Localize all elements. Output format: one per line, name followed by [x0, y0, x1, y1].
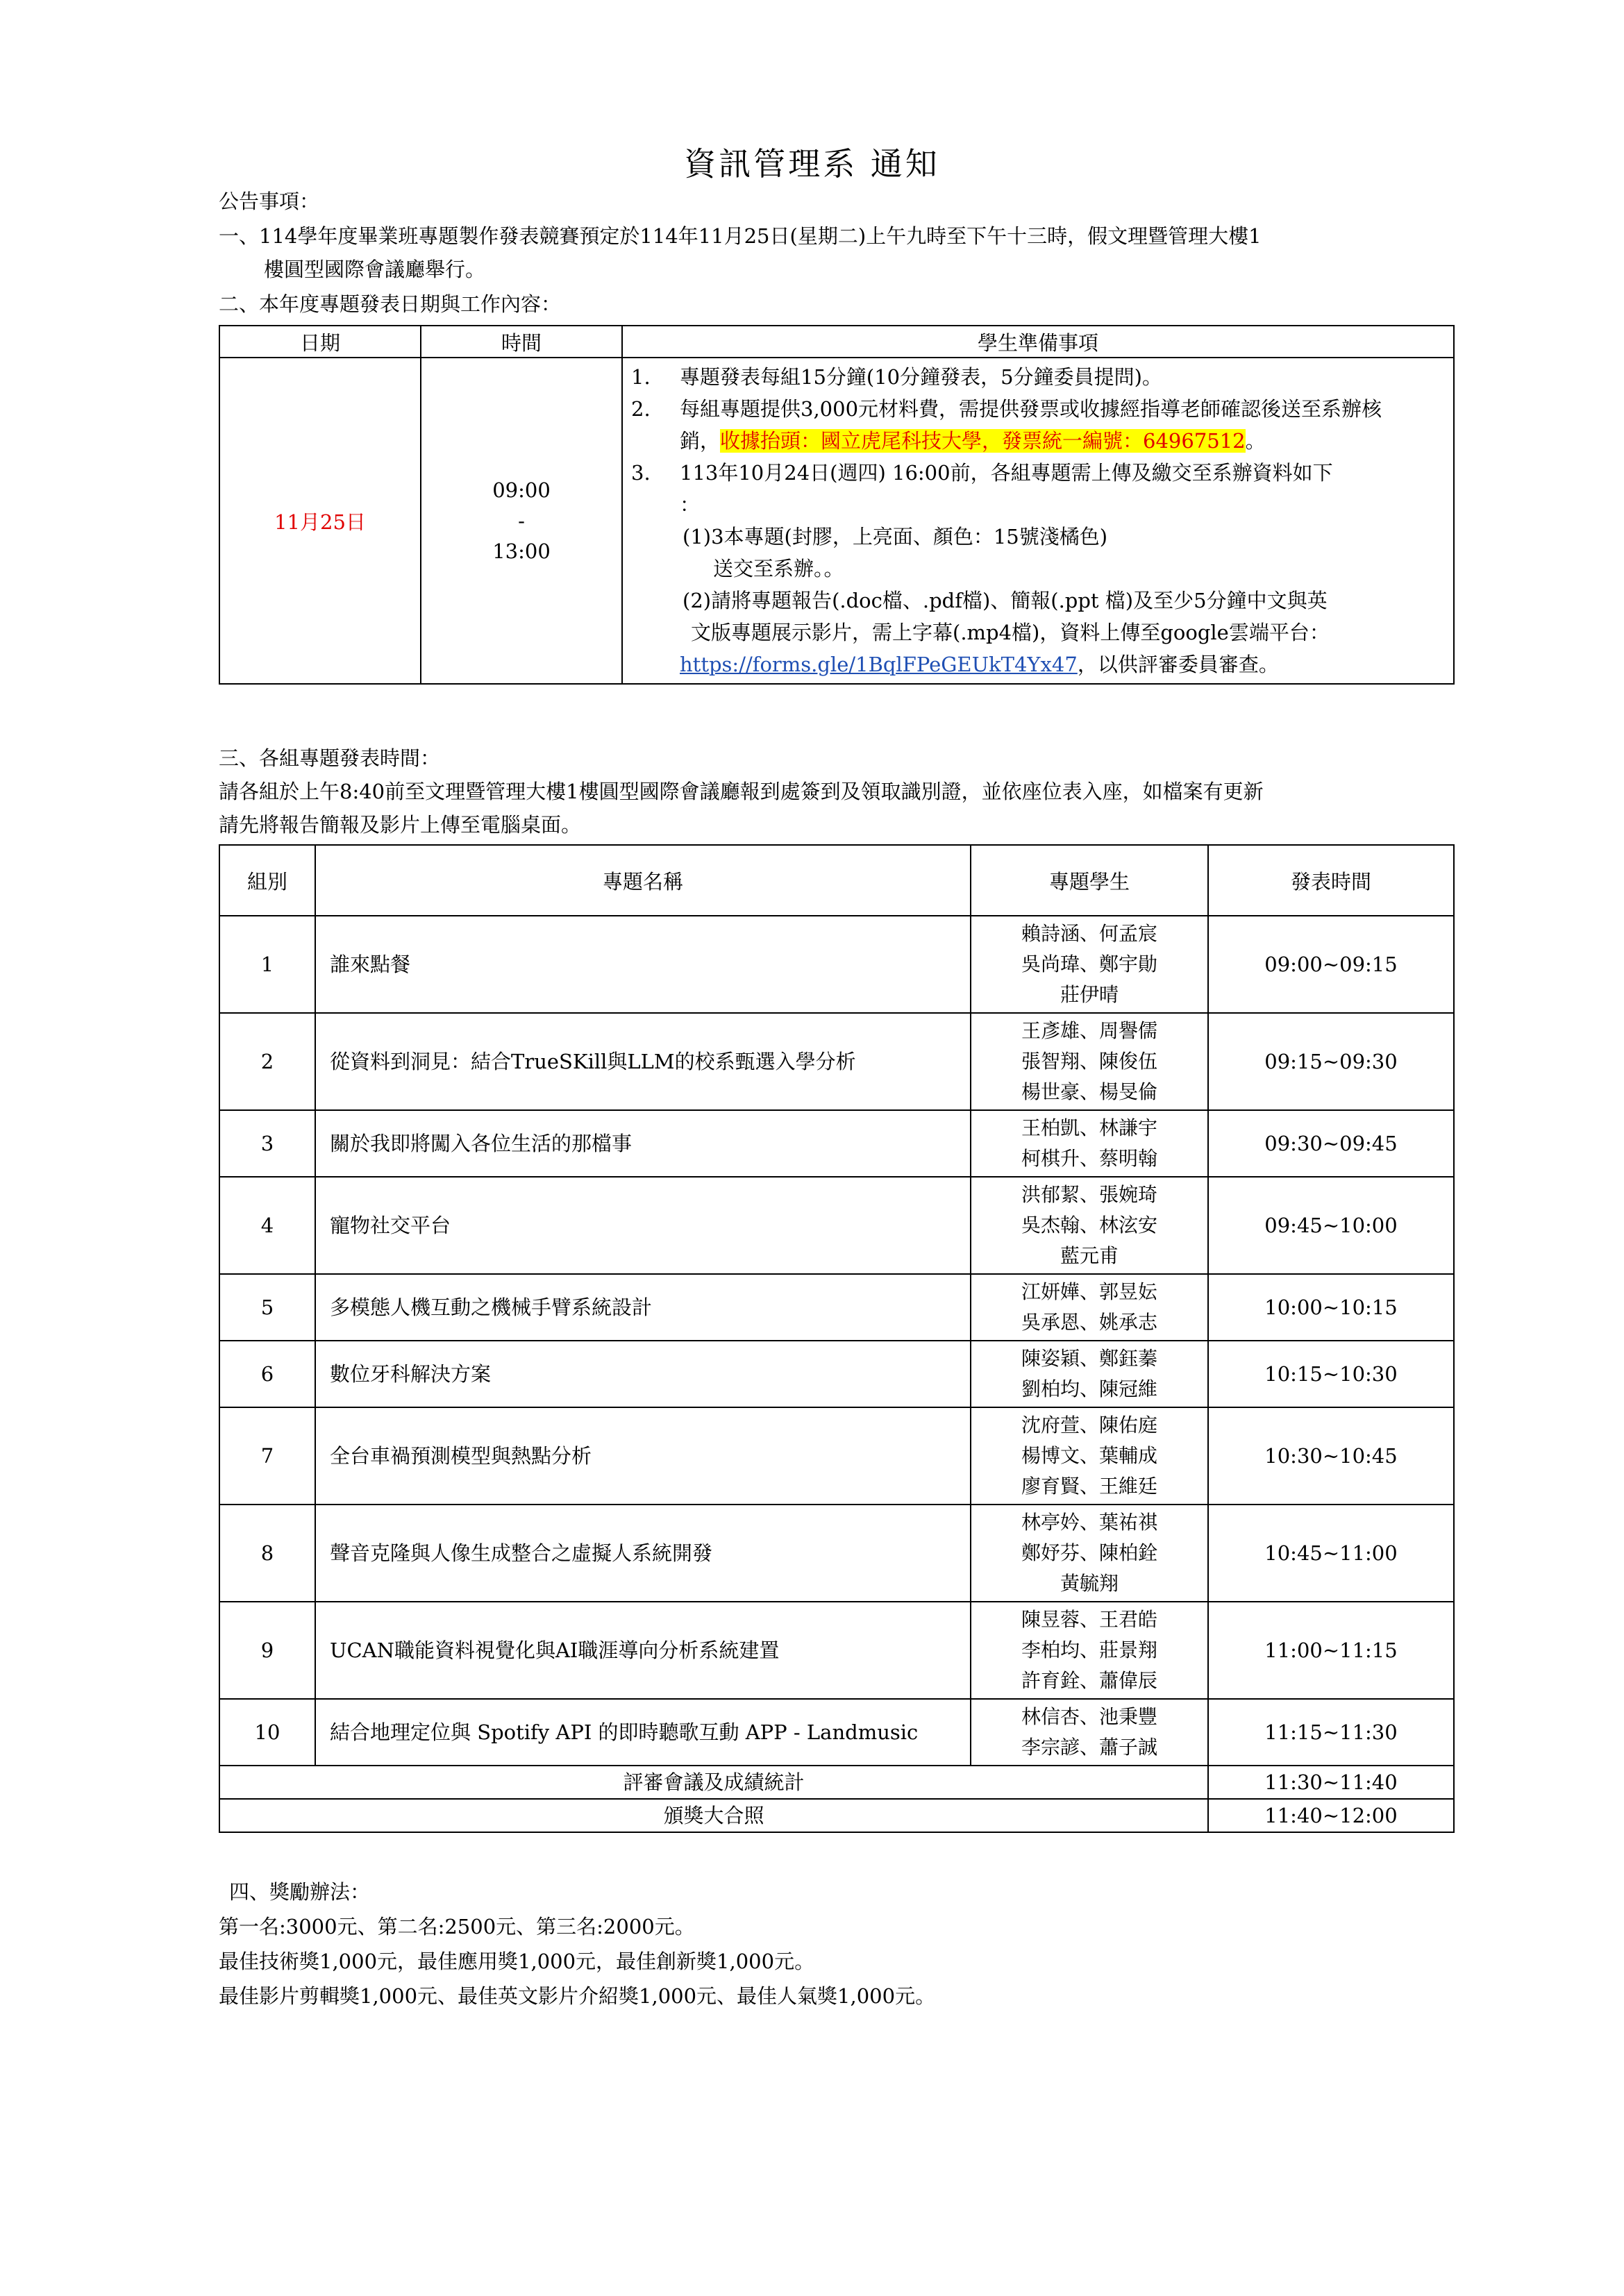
present-time: 09:30~09:45 — [1208, 1110, 1454, 1177]
header-project-name: 專題名稱 — [315, 845, 971, 916]
table-row — [219, 1699, 1454, 1766]
project-students — [971, 1341, 1208, 1407]
project-name: 全台車禍預測模型與熱點分析 — [315, 1407, 971, 1505]
student-line: 吳承恩、姚承志 — [1021, 1311, 1157, 1334]
student-line: 王柏凱、林謙宇 — [1021, 1116, 1157, 1139]
section4-line2: 最佳技術獎1,000元，最佳應用獎1,000元，最佳創新獎1,000元。 — [219, 1950, 815, 1973]
group-number: 5 — [219, 1274, 315, 1341]
group-number: 9 — [219, 1602, 315, 1699]
group-number: 2 — [219, 1013, 315, 1110]
student-line: 吳尚瑋、鄭宇勛 — [1021, 953, 1157, 975]
prep-num-2: 2. — [631, 397, 651, 421]
prep-num-3: 3. — [631, 461, 651, 485]
table-row — [219, 1110, 1454, 1177]
project-students — [971, 1110, 1208, 1177]
schedule-date: 11月25日 — [219, 358, 421, 684]
student-line: 張智翔、陳俊伍 — [1021, 1050, 1157, 1073]
present-time: 11:15~11:30 — [1208, 1699, 1454, 1766]
section4-heading: 四、獎勵辦法： — [229, 1880, 371, 1904]
student-line: 許育銓、蕭偉辰 — [1021, 1669, 1157, 1692]
schedule-header-row — [219, 326, 1454, 358]
group-number: 6 — [219, 1341, 315, 1407]
student-line: 莊伊晴 — [1060, 983, 1119, 1006]
present-time: 09:15~09:30 — [1208, 1013, 1454, 1110]
student-line: 洪郁絜、張婉琦 — [1021, 1183, 1157, 1206]
present-time: 10:00~10:15 — [1208, 1274, 1454, 1341]
group-number: 7 — [219, 1407, 315, 1505]
prep-link-post: ，以供評審委員審查。 — [1077, 653, 1279, 676]
page-title: 資訊管理系 通知 — [684, 145, 940, 183]
student-line: 藍元甫 — [1060, 1244, 1119, 1267]
project-name: 誰來點餐 — [315, 916, 971, 1013]
prep-text-2-post: 。 — [1245, 429, 1266, 453]
project-students — [971, 1699, 1208, 1766]
time-start: 09:00 — [492, 478, 551, 502]
award-row — [219, 1799, 1454, 1832]
prep-items — [622, 358, 1454, 684]
group-number: 8 — [219, 1505, 315, 1602]
project-name: 多模態人機互動之機械手臂系統設計 — [315, 1274, 971, 1341]
announcement-item2: 二、本年度專題發表日期與工作內容： — [219, 292, 562, 316]
project-name: 結合地理定位與 Spotify API 的即時聽歌互動 APP - Landmusic — [315, 1699, 971, 1766]
prep-item-3 — [631, 457, 1446, 489]
receipt-highlight: 收據抬頭：國立虎尾科技大學，發票統一編號：64967512 — [720, 429, 1246, 453]
student-line: 李宗諺、蕭子誠 — [1021, 1736, 1157, 1759]
section3-line1: 請各組於上午8:40前至文理暨管理大樓1樓圓型國際會議廳報到處簽到及領取識別證，並依座位表入座，如檔案有更新 — [219, 780, 1264, 803]
project-students — [971, 1407, 1208, 1505]
student-line: 劉柏均、陳冠維 — [1021, 1377, 1157, 1400]
header-date: 日期 — [219, 326, 421, 358]
student-line: 賴詩涵、何孟宸 — [1021, 922, 1157, 945]
header-group-no: 組別 — [219, 845, 315, 916]
table-row — [219, 1013, 1454, 1110]
present-time: 10:15~10:30 — [1208, 1341, 1454, 1407]
section3-heading: 三、各組專題發表時間： — [219, 746, 441, 770]
project-students — [971, 916, 1208, 1013]
table-row — [219, 1177, 1454, 1274]
review-row — [219, 1766, 1454, 1799]
student-line: 陳姿穎、鄭鈺蓁 — [1021, 1347, 1157, 1370]
schedule-time — [421, 358, 622, 684]
prep-item-2-cont — [631, 425, 1446, 457]
prep-num-1: 1. — [631, 365, 651, 389]
time-end: 13:00 — [492, 539, 551, 563]
project-name: 寵物社交平台 — [315, 1177, 971, 1274]
schedule-table — [219, 325, 1455, 685]
time-dash: - — [518, 509, 525, 533]
student-line: 林亭妗、葉祐祺 — [1021, 1511, 1157, 1534]
student-line: 江妍嬅、郭昱妘 — [1021, 1280, 1157, 1303]
student-line: 黃毓翔 — [1060, 1572, 1119, 1595]
section4-line3: 最佳影片剪輯獎1,000元、最佳英文影片介紹獎1,000元、最佳人氣獎1,000元。 — [219, 1984, 936, 2008]
prep-text-1: 專題發表每組15分鐘(10分鐘發表，5分鐘委員提問)。 — [680, 365, 1162, 389]
group-number: 10 — [219, 1699, 315, 1766]
project-name: UCAN職能資料視覺化與AI職涯導向分析系統建置 — [315, 1602, 971, 1699]
student-line: 林信杏、池秉豐 — [1021, 1705, 1157, 1728]
project-name: 聲音克隆與人像生成整合之虛擬人系統開發 — [315, 1505, 971, 1602]
prep-text-3-line1: 113年10月24日(週四) 16:00前，各組專題需上傳及繳交至系辦資料如下 — [680, 461, 1333, 485]
table-row — [219, 1341, 1454, 1407]
prep-item-1 — [631, 361, 1446, 393]
student-line: 陳昱蓉、王君皓 — [1021, 1608, 1157, 1631]
award-label: 頒獎大合照 — [219, 1799, 1208, 1832]
prep-text-3-line2: ： — [680, 493, 701, 517]
header-time: 時間 — [421, 326, 622, 358]
prep-sub2-line1: (2)請將專題報告(.doc檔、.pdf檔)、簡報(.ppt 檔)及至少5分鐘中文與英 — [683, 589, 1328, 612]
header-present-time: 發表時間 — [1208, 845, 1454, 916]
prep-text-2-pre: 銷， — [680, 429, 721, 453]
table-row — [219, 1274, 1454, 1341]
project-students — [971, 1602, 1208, 1699]
prep-text-2-line1: 每組專題提供3,000元材料費，需提供發票或收據經指導老師確認後送至系辦核 — [680, 397, 1382, 421]
project-students — [971, 1505, 1208, 1602]
award-time: 11:40~12:00 — [1208, 1799, 1454, 1832]
announcement-heading: 公告事項： — [219, 190, 320, 213]
table-row — [219, 916, 1454, 1013]
review-time: 11:30~11:40 — [1208, 1766, 1454, 1799]
student-line: 王彥雄、周譽儒 — [1021, 1019, 1157, 1042]
student-line: 沈府萱、陳佑庭 — [1021, 1414, 1157, 1436]
student-line: 楊博文、葉輔成 — [1021, 1444, 1157, 1467]
project-students — [971, 1013, 1208, 1110]
student-line: 吳杰翰、林泫安 — [1021, 1214, 1157, 1237]
student-line: 楊世豪、楊旻倫 — [1021, 1080, 1157, 1103]
student-line: 鄭妤芬、陳柏銓 — [1021, 1541, 1157, 1564]
group-number: 4 — [219, 1177, 315, 1274]
header-students: 專題學生 — [971, 845, 1208, 916]
group-number: 3 — [219, 1110, 315, 1177]
present-time: 10:30~10:45 — [1208, 1407, 1454, 1505]
project-name: 數位牙科解決方案 — [315, 1341, 971, 1407]
table-row — [219, 1505, 1454, 1602]
prep-sub1-line2: 送交至系辦。。 — [713, 557, 844, 580]
project-students — [971, 1177, 1208, 1274]
group-number: 1 — [219, 916, 315, 1013]
prep-item-2 — [631, 393, 1446, 425]
student-line: 柯棋升、蔡明翰 — [1021, 1147, 1157, 1170]
groups-table — [219, 844, 1455, 1833]
present-time: 10:45~11:00 — [1208, 1505, 1454, 1602]
project-name: 從資料到洞見：結合TrueSKill與LLM的校系甄選入學分析 — [315, 1013, 971, 1110]
groups-header-row — [219, 845, 1454, 916]
prep-link-line — [631, 648, 1446, 680]
project-name: 關於我即將闖入各位生活的那檔事 — [315, 1110, 971, 1177]
student-line: 廖育賢、王維廷 — [1021, 1475, 1157, 1498]
schedule-row — [219, 358, 1454, 684]
student-line: 李柏均、莊景翔 — [1021, 1639, 1157, 1661]
upload-form-link[interactable]: https://forms.gle/1BqlFPeGEUkT4Yx47 — [680, 653, 1078, 676]
present-time: 11:00~11:15 — [1208, 1602, 1454, 1699]
present-time: 09:00~09:15 — [1208, 916, 1454, 1013]
project-students — [971, 1274, 1208, 1341]
present-time: 09:45~10:00 — [1208, 1177, 1454, 1274]
section3-line2: 請先將報告簡報及影片上傳至電腦桌面。 — [219, 813, 582, 837]
table-row — [219, 1407, 1454, 1505]
prep-sub2-line2: 文版專題展示影片，需上字幕(.mp4檔)，資料上傳至google雲端平台： — [691, 621, 1330, 644]
prep-sub1-line1: (1)3本專題(封膠，上亮面、顏色：15號淺橘色) — [683, 525, 1108, 548]
announcement-item1-line2: 樓圓型國際會議廳舉行。 — [264, 258, 486, 281]
header-prep: 學生準備事項 — [622, 326, 1454, 358]
review-label: 評審會議及成績統計 — [219, 1766, 1208, 1799]
announcement-item1-line1: 一、114學年度畢業班專題製作發表競賽預定於114年11月25日(星期二)上午九時至下午十三時，假文理暨管理大樓1 — [219, 224, 1262, 248]
table-row — [219, 1602, 1454, 1699]
section4-line1: 第一名:3000元、第二名:2500元、第三名:2000元。 — [219, 1915, 695, 1938]
